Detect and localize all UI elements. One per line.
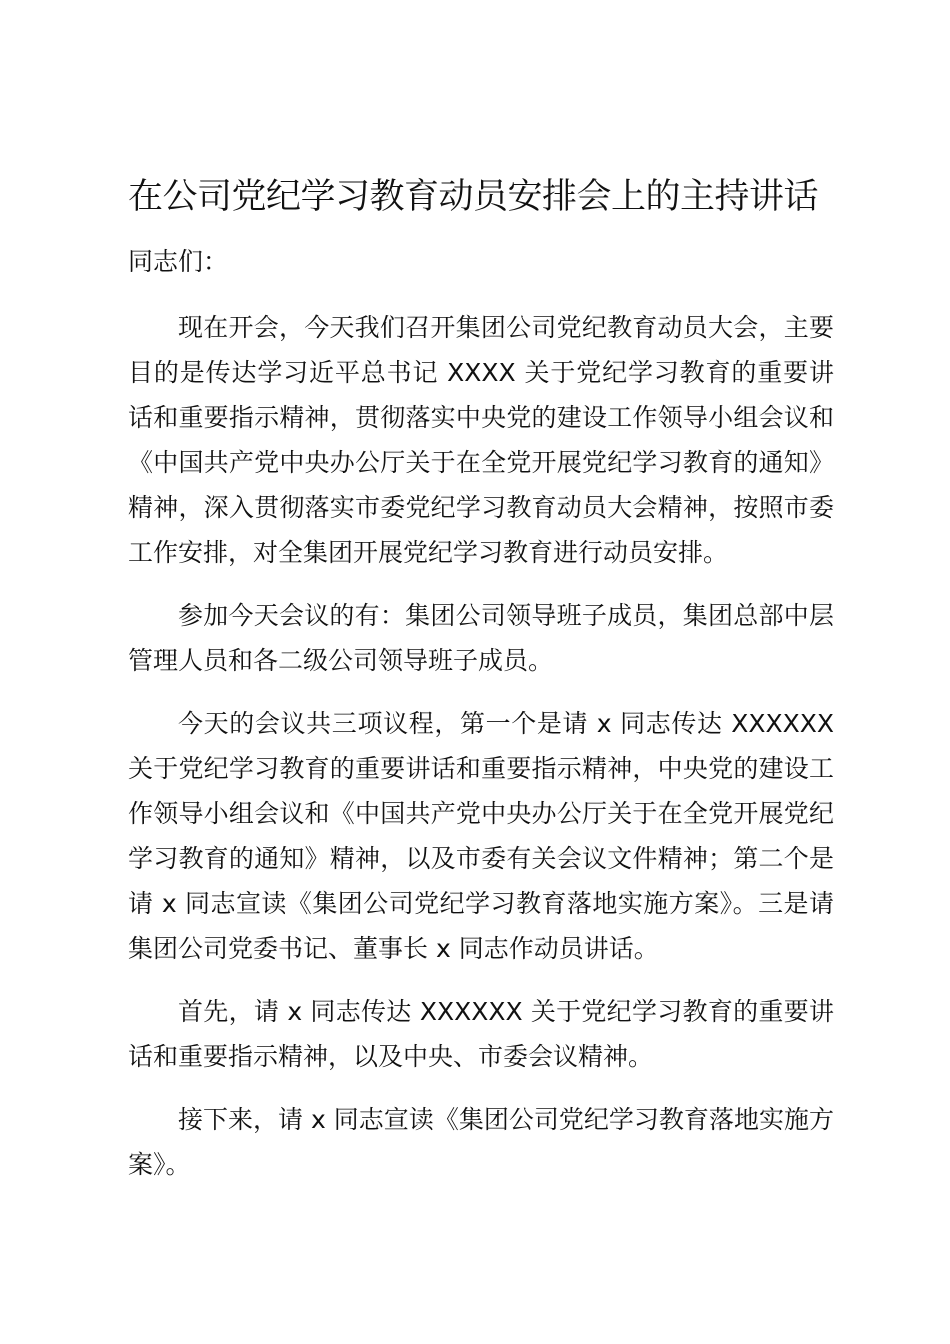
paragraph-attendees: 参加今天会议的有：集团公司领导班子成员，集团总部中层管理人员和各二级公司领导班子成员。 [128,601,834,675]
paragraph-next-item: 接下来，请 x 同志宣读《集团公司党纪学习教育落地实施方案》。 [128,1105,834,1179]
paragraph-opening: 现在开会，今天我们召开集团公司党纪教育动员大会，主要目的是传达学习近平总书记 XXXX 关于党纪学习教育的重要讲话和重要指示精神，贯彻落实中央党的建设工作领导小组会议和《中国共产党中央办公厅关于在全党开展党纪学习教育的通知》精神，深入贯彻落实市委党纪学习教育动员大会精神，按照市委工作安排，对全集团开展党纪学习教育进行动员安排。 [128,313,834,567]
paragraph-first-item: 首先，请 x 同志传达 XXXXXX 关于党纪学习教育的重要讲话和重要指示精神，以及中央、市委会议精神。 [128,997,834,1071]
document-title: 在公司党纪学习教育动员安排会上的主持讲话 [128,177,819,217]
document-body [128,305,834,1205]
paragraph-agenda: 今天的会议共三项议程，第一个是请 x 同志传达 XXXXXX 关于党纪学习教育的重要讲话和重要指示精神，中央党的建设工作领导小组会议和《中国共产党中央办公厅关于在全党开展党纪学习教育的通知》精神，以及市委有关会议文件精神；第二个是请 x 同志宣读《集团公司党纪学习教育落地实施方案》。三是请集团公司党委书记、董事长 x 同志作动员讲话。 [128,709,834,963]
salutation: 同志们： [128,247,229,276]
